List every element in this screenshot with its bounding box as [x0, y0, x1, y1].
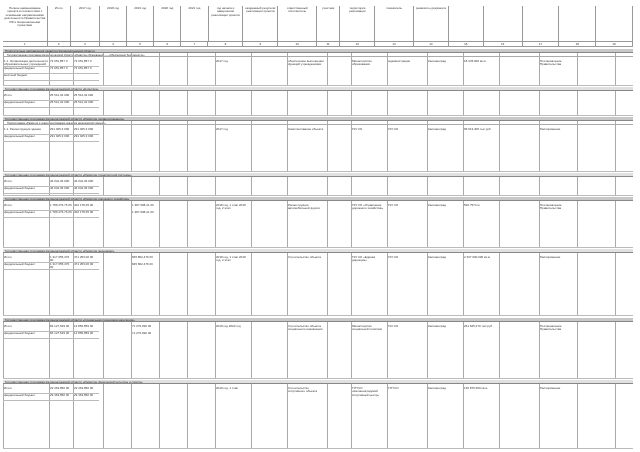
grid-line [327, 322, 328, 378]
grid-line [251, 322, 252, 378]
column-number: 12 [340, 42, 375, 47]
section-title: Государственная программа Калининградской области «Развитие здравоохранения» [3, 117, 633, 121]
row-label: Итого [4, 325, 12, 328]
grid-line [577, 91, 578, 115]
grid-line [499, 121, 500, 171]
row-period: 2019 год, 1 этап [216, 387, 239, 390]
column-number: 6 [154, 42, 181, 47]
row-partner: ГКУ КО [388, 128, 399, 131]
grid-line [387, 322, 388, 378]
grid-line [463, 322, 464, 378]
grid-line [577, 384, 578, 448]
grid-line [327, 253, 328, 315]
grid-line [327, 91, 328, 115]
row-partner: ГКУ КО [388, 256, 399, 259]
column-number: 15 [449, 42, 484, 47]
grid-line [3, 315, 633, 316]
grid-line [159, 384, 160, 448]
grid-line [387, 53, 388, 85]
grid-line [215, 177, 216, 195]
grid-line [287, 53, 288, 85]
row-partner: ГКУ КО [388, 325, 399, 328]
row-divider [3, 107, 99, 108]
grid-line [499, 201, 500, 247]
row-amount-year: 471 253,00 00 [74, 256, 94, 259]
row-partner: ГУП КО [388, 387, 399, 390]
row-amount-year-2: 1 387 098,41 00 [132, 211, 154, 214]
grid-line [103, 91, 104, 115]
grid-line [3, 195, 633, 196]
grid-line [615, 201, 616, 247]
row-amount-year: 73 051,857 0 [74, 60, 92, 63]
grid-line [187, 322, 188, 378]
row-label: 1.1. Организация деятельности образовательных учреждений [4, 60, 48, 67]
row-amount-total: 84 127,549 00 [50, 332, 70, 335]
row-org: Министерство образования [352, 60, 372, 67]
grid-line [187, 177, 188, 195]
grid-line [3, 201, 4, 247]
grid-line [499, 253, 500, 315]
row-label: Итого [4, 204, 12, 207]
grid-line [615, 121, 616, 171]
column-number: 10 [278, 42, 317, 47]
row-amount-year-2: 845 802,476 00 [132, 256, 153, 259]
grid-line [103, 253, 104, 315]
grid-line [615, 91, 616, 115]
column-number: 4 [100, 42, 127, 47]
section-title: Государственная программа Калининградской области «Социальная поддержка населения» [3, 318, 633, 322]
grid-line [427, 384, 428, 448]
row-label: Итого [4, 94, 12, 97]
row-amount-total: 1 317 055,476 00 [50, 256, 70, 263]
grid-line [499, 91, 500, 115]
grid-line [187, 201, 188, 247]
grid-line [187, 91, 188, 115]
section-subtitle: Подпрограмма «Развитие и совершенствование оказания медицинской помощи» [3, 122, 633, 125]
grid-line [577, 201, 578, 247]
grid-line [103, 322, 104, 378]
row-amount-total: 25 512,32 000 [50, 101, 70, 104]
row-org: ГКУ КО «Единая дирекция» [352, 256, 376, 263]
row-divider [3, 80, 99, 81]
row-result: обеспечение выполнения функций учреждениями [288, 60, 324, 67]
row-amount-year-2: 1 387 098,41 00 [132, 204, 154, 207]
grid-line [499, 53, 500, 85]
grid-line [463, 91, 464, 115]
grid-line [387, 201, 388, 247]
grid-line [577, 322, 578, 378]
header-doc: реквизиты документа [414, 6, 449, 42]
grid-line [131, 177, 132, 195]
grid-line [159, 201, 160, 247]
row-divider [3, 141, 99, 142]
row-label: Итого [4, 180, 12, 183]
row-label: федеральный бюджет [4, 135, 36, 138]
column-number: 16 [484, 42, 523, 47]
row-label: федеральный бюджет [4, 67, 36, 70]
row-amount-total: 84 127,549 00 [50, 325, 70, 328]
grid-line [131, 53, 132, 85]
row-amount-year: 25 512,32 000 [74, 94, 94, 97]
row-doc: Распоряжение [540, 128, 561, 131]
grid-line [103, 384, 104, 448]
header-year-5: 2021 год [181, 6, 208, 42]
grid-line [215, 53, 216, 85]
grid-line [499, 384, 500, 448]
row-region: Калининград [428, 204, 447, 207]
grid-line [159, 253, 160, 315]
grid-line [499, 322, 500, 378]
row-doc: Постановление Правительства [540, 204, 562, 211]
section-title: Государственная программа Калининградской области «Развитие транспортной системы» [3, 173, 633, 177]
row-amount-total: 73 051,857 0 [50, 67, 68, 70]
grid-line [539, 384, 540, 448]
grid-line [463, 201, 464, 247]
grid-line [187, 121, 188, 171]
row-result: Строительство спортивного объекта [288, 387, 318, 394]
row-amount-total: 73 051,857 0 [50, 60, 68, 63]
row-amount-total: 291 025,3 000 [50, 135, 70, 138]
grid-line [3, 171, 633, 172]
grid-line [427, 201, 428, 247]
row-label: Итого [4, 387, 12, 390]
column-number: 17 [523, 42, 560, 47]
row-amount-total: 46 044,36 000 [50, 180, 70, 183]
grid-line [287, 91, 288, 115]
row-region: Калининград [428, 387, 447, 390]
grid-line [615, 177, 616, 195]
row-org: ГКУ КО [352, 128, 363, 131]
row-partner: ГКУ КО [388, 204, 399, 207]
grid-line [103, 53, 104, 85]
grid-line [103, 201, 104, 247]
row-period: 2017 год [216, 128, 228, 131]
row-amount-year: 12 856,859 00 [74, 332, 94, 335]
row-region: Калининград [428, 128, 447, 131]
row-period: 2019 год 2020 год [216, 325, 241, 328]
row-label: 1.1. Реконструкция здания [4, 128, 41, 131]
row-amount-year: 402 178,35 00 [74, 204, 94, 207]
grid-line [159, 121, 160, 171]
grid-line [387, 384, 388, 448]
grid-line [463, 53, 464, 85]
grid-line [251, 384, 252, 448]
grid-line [215, 384, 216, 448]
row-amount-year: 291 025,3 000 [74, 128, 94, 131]
grid-line [251, 177, 252, 195]
header-result: ожидаемый результат реализации проекта [243, 6, 278, 42]
grid-line [159, 53, 160, 85]
column-number: 5 [127, 42, 154, 47]
header-status: год начала и завершения реализации проекта [209, 6, 244, 42]
grid-line [427, 253, 428, 315]
row-indicator: 530 7574 м [464, 204, 480, 207]
row-label: федеральный бюджет [4, 211, 36, 214]
header-year-2: 2018 год [100, 6, 127, 42]
header-year-4: 2020 год [154, 6, 181, 42]
grid-line [131, 201, 132, 247]
row-indicator: 2 337 000,000 кв.м [464, 256, 490, 259]
grid-line [539, 253, 540, 315]
header-blank-4 [559, 6, 596, 42]
column-number: 13 [375, 42, 414, 47]
row-doc: Постановление Правительства [540, 60, 562, 67]
grid-line [351, 53, 352, 85]
section-title: Государственная программа Калининградской области «Развитие экономики» [3, 249, 633, 253]
row-result: Строительство объекта [288, 256, 321, 259]
grid-line [251, 253, 252, 315]
row-indicator: 99 613,400 тыс.руб [464, 128, 491, 131]
row-amount-year: 46 044,36 000 [74, 187, 94, 190]
grid-line [73, 201, 74, 247]
grid-line [159, 91, 160, 115]
grid-line [215, 91, 216, 115]
grid-line [387, 177, 388, 195]
row-label: местный бюджет [4, 74, 28, 77]
grid-line [351, 91, 352, 115]
column-number: 19 [596, 42, 633, 47]
row-label: федеральный бюджет [4, 187, 36, 190]
column-number: 11 [317, 42, 340, 47]
row-doc: Распоряжение [540, 387, 561, 390]
column-numbers-row [3, 42, 633, 47]
row-amount-year: 29 463,850 00 [74, 394, 94, 397]
row-amount-year: 25 512,32 000 [74, 101, 94, 104]
row-indicator: 261 625,470 тыс.руб [464, 325, 493, 328]
row-amount-total: 1 789 276,76 00 [50, 204, 72, 207]
row-amount-total: 29 463,850 00 [50, 394, 70, 397]
grid-line [159, 322, 160, 378]
grid-line [49, 201, 50, 247]
row-org: ГУП КО «Калининградский спортивный центр» [352, 387, 380, 397]
grid-line [577, 177, 578, 195]
grid-line [187, 53, 188, 85]
row-label: федеральный бюджет [4, 263, 36, 266]
column-number: 9 [243, 42, 278, 47]
row-amount-year: 291 025,3 000 [74, 135, 94, 138]
column-number: 1 [3, 42, 48, 47]
grid-line [3, 448, 633, 449]
row-region: Калининград [428, 60, 447, 63]
grid-line [287, 177, 288, 195]
grid-line [131, 121, 132, 171]
header-blank-1 [449, 6, 484, 42]
grid-line [3, 85, 633, 86]
section-title: Государственная программа Калининградской области «Культура» [3, 87, 633, 91]
row-period: 2017 год [216, 60, 228, 63]
row-amount-year: 73 051,857 0 [74, 67, 92, 70]
grid-line [577, 121, 578, 171]
row-region: Калининград [428, 256, 447, 259]
row-amount-year: 402 178,35 00 [74, 211, 94, 214]
grid-line [427, 91, 428, 115]
grid-line [131, 322, 132, 378]
grid-line [539, 177, 540, 195]
row-divider [3, 217, 99, 218]
header-region: территория реализации [340, 6, 375, 42]
grid-line [577, 53, 578, 85]
row-label: федеральный бюджет [4, 332, 36, 335]
grid-line [103, 121, 104, 171]
grid-line [103, 177, 104, 195]
header-year-3: 2019 год [127, 6, 154, 42]
grid-line [463, 384, 464, 448]
row-doc: Распоряжение [540, 256, 561, 259]
grid-line [427, 322, 428, 378]
grid-line [351, 177, 352, 195]
grid-line [327, 121, 328, 171]
row-label: федеральный бюджет [4, 394, 36, 397]
grid-line [287, 253, 288, 315]
grid-line [327, 53, 328, 85]
grid-line [615, 253, 616, 315]
grid-line [327, 384, 328, 448]
grid-line [499, 177, 500, 195]
header-project: Полное наименование проекта в соответствии с основными направлениями деятельности Правительства РФ и Национальными проектами [3, 6, 48, 42]
grid-line [215, 322, 216, 378]
grid-line [187, 253, 188, 315]
grid-line [251, 121, 252, 171]
row-amount-year: 46 044,36 000 [74, 180, 94, 183]
header-year-1: 2017 год [71, 6, 100, 42]
grid-line [251, 201, 252, 247]
grid-line [463, 177, 464, 195]
header-blank-5 [596, 6, 633, 42]
grid-line [387, 253, 388, 315]
table-header [3, 6, 633, 42]
row-amount-year-2: 71 270,690 00 [132, 325, 152, 328]
row-amount-total: 25 512,32 000 [50, 94, 70, 97]
header-partner: участник [317, 6, 340, 42]
column-number: 3 [71, 42, 100, 47]
row-divider [3, 400, 99, 401]
section-title: Государственная программа Калининградской области «Развитие дорожного хозяйства» [3, 197, 633, 201]
row-amount-year: 471 253,00 00 [74, 263, 94, 266]
grid-line [159, 177, 160, 195]
grid-line [387, 91, 388, 115]
row-amount-total: 29 463,850 00 [50, 387, 70, 390]
grid-line [3, 378, 633, 379]
grid-line [131, 91, 132, 115]
row-result: Реконструкция автомобильной дороги [288, 204, 321, 211]
grid-line [131, 384, 132, 448]
column-number: 8 [208, 42, 243, 47]
grid-line [187, 384, 188, 448]
grid-line [615, 322, 616, 378]
row-amount-year-2: 71 270,690 00 [132, 332, 152, 335]
row-amount-total: 1 789 276,76 00 [50, 211, 72, 214]
row-doc: Постановление Правительства [540, 325, 562, 332]
row-period: 2018 год, 1 этап 2019 год, 2 этап [216, 204, 246, 211]
grid-line [539, 91, 540, 115]
column-number: 2 [48, 42, 71, 47]
grid-line [539, 53, 540, 85]
grid-line [427, 177, 428, 195]
column-number: 14 [414, 42, 449, 47]
section-title: Приоритетные направления развития Калининградской области [3, 49, 633, 53]
row-result: Строительство объекта социального назначения [288, 325, 323, 332]
row-divider [3, 338, 99, 339]
grid-line [615, 384, 616, 448]
row-amount-year-2: 845 802,476 00 [132, 263, 153, 266]
section-subtitle: Государственная программа Калининградской области «Развитие образования» — «Обеспечение безопасности» [3, 54, 633, 57]
grid-line [327, 201, 328, 247]
row-divider [3, 193, 99, 194]
header-org: ответственный исполнитель [278, 6, 317, 42]
grid-line [427, 53, 428, 85]
grid-line [3, 115, 633, 116]
row-amount-year: 12 856,859 00 [74, 325, 94, 328]
section-title: Государственная программа Калининградской области «Развитие физической культуры и спорта» [3, 380, 633, 384]
row-amount-total: 46 044,36 000 [50, 187, 70, 190]
row-label: Итого [4, 256, 12, 259]
grid-line [251, 91, 252, 115]
column-number: 7 [181, 42, 208, 47]
grid-line [3, 247, 633, 248]
grid-line [251, 53, 252, 85]
grid-line [463, 253, 464, 315]
row-partner: Администрация [388, 60, 411, 63]
header-blank-2 [484, 6, 523, 42]
row-indicator: 135 876,500 кв.м [464, 387, 488, 390]
row-amount-total: 1 317 055,476 00 [50, 263, 70, 270]
row-org: Министерство социальной политики [352, 325, 383, 332]
grid-line [577, 253, 578, 315]
grid-line [327, 177, 328, 195]
row-label: федеральный бюджет [4, 101, 36, 104]
row-result: Комплектование объекта [288, 128, 324, 131]
header-blank-3 [523, 6, 560, 42]
grid-line [615, 53, 616, 85]
column-number: 18 [559, 42, 596, 47]
row-region: Калининград [428, 325, 447, 328]
row-indicator: 18 478,000 кв.м [464, 60, 486, 63]
row-amount-year: 29 463,850 00 [74, 387, 94, 390]
row-period: 2018 год, 1 этап 2019 год, 2 этап [216, 256, 246, 263]
row-amount-total: 291 025,3 000 [50, 128, 70, 131]
header-indicator: показатель [375, 6, 414, 42]
row-org: ГКУ КО «Управление дорожного хозяйства» [352, 204, 384, 211]
header-total: Итого [48, 6, 71, 42]
